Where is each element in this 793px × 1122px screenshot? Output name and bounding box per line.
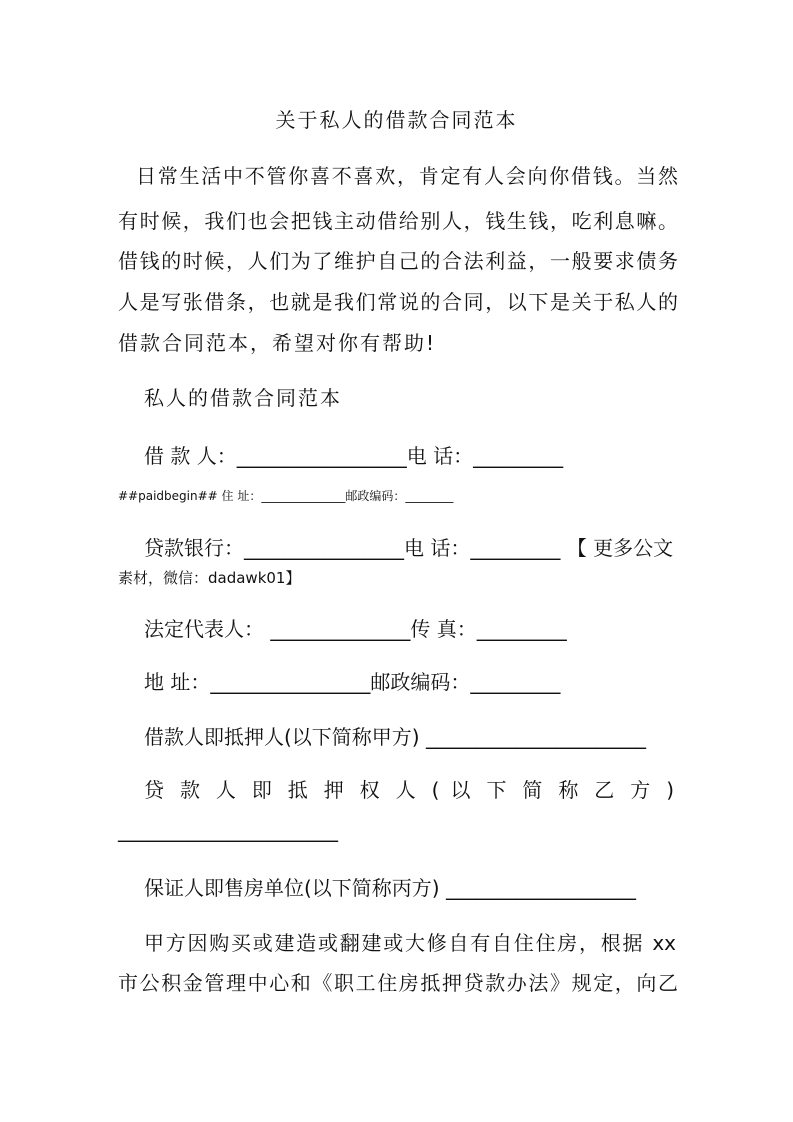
bank-line: 贷款银行：________________电 话：_________ 【 更多公文 [144, 536, 674, 560]
bank-line-continued: 素材，微信：dadawk01】 [118, 569, 301, 587]
party-a-line: 借款人即抵押人(以下简称甲方) ______________________ [144, 725, 646, 749]
body-line-2: 市公积金管理中心和《职工住房抵押贷款办法》规定，向乙 [118, 971, 678, 995]
intro-line-2: 有时候，我们也会把钱主动借给别人，钱生钱，吃利息嘛。 [118, 209, 678, 233]
intro-line-4: 人是写张借条，也就是我们常说的合同，以下是关于私人的 [118, 290, 678, 314]
document-title: 关于私人的借款合同范本 [275, 108, 518, 132]
legal-representative-line: 法定代表人： ______________传 真：_________ [144, 617, 567, 641]
intro-line-3: 借钱的时候，人们为了维护自己的合法利益，一般要求债务 [118, 249, 678, 273]
paid-address-line: ##paidbegin## 住 址：______________邮政编码：________ [118, 489, 454, 503]
intro-line-5: 借款合同范本，希望对你有帮助! [118, 331, 437, 355]
body-line-1: 甲方因购买或建造或翻建或大修自有自住住房，根据 xx [144, 931, 676, 955]
intro-line-1: 日常生活中不管你喜不喜欢，肯定有人会向你借钱。当然 [136, 164, 678, 188]
subtitle: 私人的借款合同范本 [144, 386, 342, 410]
party-c-line: 保证人即售房单位(以下简称丙方) ___________________ [144, 876, 636, 900]
party-b-blank: ______________________ [118, 818, 338, 842]
party-b-line: 贷 款 人 即 抵 押 权 人 ( 以 下 简 称 乙 方 ) [144, 778, 674, 802]
borrower-line: 借 款 人：_________________电 话：_________ [144, 444, 564, 468]
address-line: 地 址：________________邮政编码：_________ [144, 670, 561, 694]
